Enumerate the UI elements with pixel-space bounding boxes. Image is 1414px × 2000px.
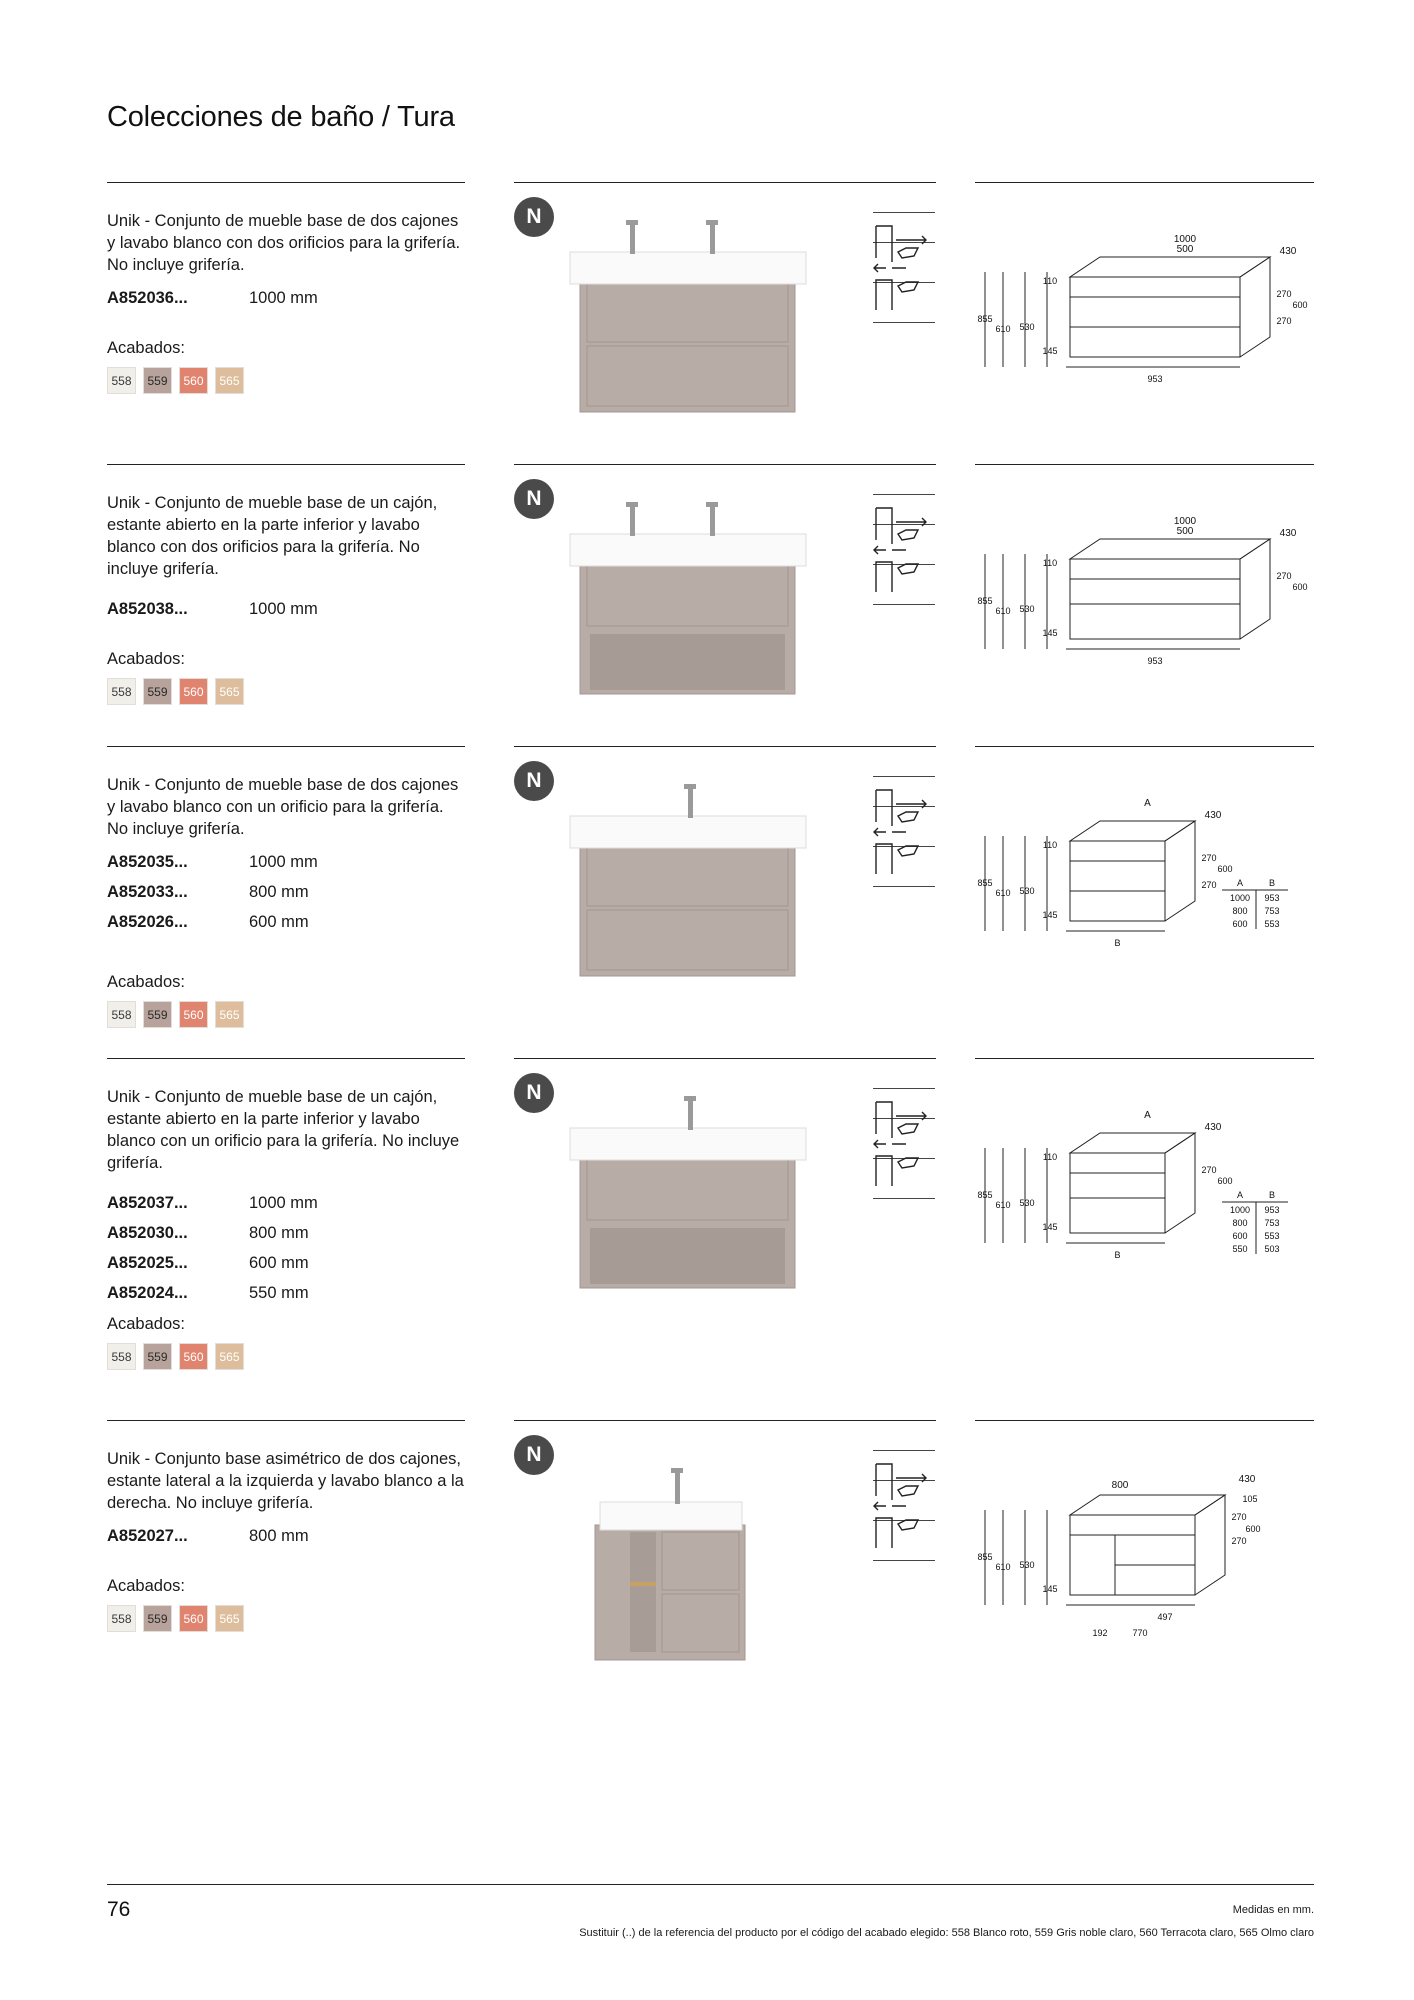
product-photo: [540, 1058, 870, 1308]
product-description: Unik - Conjunto de mueble base de dos cajones y lavabo blanco con un orificio para la grifería. No incluye grifería.: [107, 776, 459, 838]
table-header: B: [1268, 1190, 1276, 1200]
installation-divider: [873, 1198, 935, 1199]
open-shelf: [590, 634, 785, 690]
finish-swatch-558[interactable]: 558: [107, 1343, 136, 1370]
reference-list: [107, 1521, 437, 1551]
section-rule: [107, 182, 465, 183]
arrow-shape: [896, 518, 926, 526]
reference-size: 1000 mm: [249, 600, 318, 618]
product-section: [0, 464, 1414, 724]
finishes-label: Acabados:: [107, 339, 185, 357]
dimension-label: 855: [977, 1190, 993, 1200]
finishes-label: Acabados:: [107, 1577, 185, 1595]
arrow-shape: [874, 264, 906, 272]
reference-row: [107, 847, 437, 877]
product-section: [0, 1420, 1414, 1680]
new-badge: N: [514, 1435, 554, 1475]
faucet: [630, 504, 635, 536]
reference-code: A852033...: [107, 883, 188, 901]
washbasin: [570, 534, 806, 566]
finish-swatch-559[interactable]: 559: [143, 1001, 172, 1028]
faucet: [630, 222, 635, 254]
page-number: 76: [107, 1898, 131, 1921]
finish-swatch-558[interactable]: 558: [107, 1001, 136, 1028]
reference-size: 600 mm: [249, 1254, 309, 1272]
table-cell: 553: [1264, 1231, 1280, 1241]
drawing-side: [1165, 821, 1195, 921]
reference-code: A852038...: [107, 600, 188, 618]
finish-swatch-565[interactable]: 565: [215, 678, 244, 705]
dimension-label: 500: [1176, 244, 1194, 255]
dimension-label: 430: [1279, 246, 1297, 257]
arrow-shape: [896, 1474, 926, 1482]
finishes-label: Acabados:: [107, 650, 185, 668]
installation-divider: [873, 1560, 935, 1561]
table-cell: 800: [1232, 906, 1248, 916]
footnote-text: Sustituir (..) de la referencia del producto por el código del acabado elegido: 558 Blanco roto, 559 Gris noble claro, 560 Terracota claro, 565 Olmo claro: [579, 1927, 1314, 1939]
arrow-shape: [896, 1112, 926, 1120]
section-rule: [107, 1420, 465, 1421]
finish-swatch-560[interactable]: 560: [179, 1605, 208, 1632]
reference-row: [107, 594, 437, 624]
reference-size: 1000 mm: [249, 289, 318, 307]
dimension-label: 800: [1111, 1480, 1129, 1491]
product-photo: [540, 1420, 870, 1670]
faucet-handle: [684, 1096, 696, 1101]
hand-shape: [898, 1486, 918, 1496]
dimension-label: 270: [1231, 1536, 1247, 1546]
table-cell: 753: [1264, 906, 1280, 916]
dimension-label: 855: [977, 878, 993, 888]
dimension-label: 1000: [1173, 516, 1197, 527]
reference-size: 1000 mm: [249, 853, 318, 871]
installation-divider: [873, 1088, 935, 1089]
floor-mount-icon: [870, 822, 936, 880]
table-cell: 1000: [1229, 1205, 1251, 1215]
side-shelf-opening: [630, 1532, 656, 1652]
drawing-side: [1165, 1133, 1195, 1233]
wall-bracket-shape: [876, 226, 892, 262]
dimension-label: 600: [1245, 1524, 1261, 1534]
dimension-label: 430: [1204, 810, 1222, 821]
page-title: Colecciones de baño / Tura: [107, 101, 455, 133]
hand-shape: [898, 248, 918, 258]
dimension-label: 610: [995, 324, 1011, 334]
floor-mount-icon: [870, 1496, 936, 1554]
table-cell: 553: [1264, 919, 1280, 929]
floor-mount-icon: [870, 258, 936, 316]
washbasin: [570, 816, 806, 848]
wall-bracket-shape: [876, 508, 892, 544]
dimension-label: 610: [995, 1200, 1011, 1210]
reference-size: 600 mm: [249, 913, 309, 931]
drawing-cabinet: [1070, 1173, 1165, 1233]
dimension-label: 145: [1042, 1222, 1058, 1232]
drawing-basin-top: [1070, 821, 1195, 841]
installation-divider: [873, 1450, 935, 1451]
table-header: B: [1268, 878, 1276, 888]
dimension-label: 770: [1132, 1628, 1148, 1638]
hand-shape: [898, 282, 918, 292]
product-description: Unik - Conjunto de mueble base de un cajón, estante abierto en la parte inferior y lavabo blanco con un orificio para la grifería. No incluye grifería.: [107, 1088, 460, 1172]
dimension-label: 145: [1042, 1584, 1058, 1594]
finish-swatches: [107, 367, 244, 394]
arrow-shape: [874, 828, 906, 836]
faucet-handle: [706, 502, 718, 507]
dimension-label: 600: [1217, 1176, 1233, 1186]
reference-size: 1000 mm: [249, 1194, 318, 1212]
floor-mount-icon: [870, 1134, 936, 1192]
dimension-label: 530: [1019, 1198, 1035, 1208]
new-badge: N: [514, 197, 554, 237]
dimension-label: 270: [1201, 853, 1217, 863]
technical-drawing: [975, 766, 1315, 1006]
reference-row: [107, 1248, 437, 1278]
finish-swatch-558[interactable]: 558: [107, 367, 136, 394]
dimension-label: 530: [1019, 886, 1035, 896]
reference-row: [107, 1278, 437, 1308]
dimension-label: B: [1114, 938, 1121, 948]
section-rule: [107, 746, 465, 747]
reference-row: [107, 1188, 437, 1218]
cabinet-body: [580, 841, 795, 976]
finish-swatch-559[interactable]: 559: [143, 1605, 172, 1632]
table-header: A: [1236, 1190, 1244, 1200]
dimension-label: A: [1144, 798, 1151, 809]
product-photo: [540, 182, 870, 432]
reference-size: 800 mm: [249, 883, 309, 901]
reference-code: A852027...: [107, 1527, 188, 1545]
faucet: [710, 222, 715, 254]
finish-swatch-558[interactable]: 558: [107, 678, 136, 705]
drawing-basin-top: [1070, 1133, 1195, 1153]
installation-divider: [873, 212, 935, 213]
hand-shape: [898, 1158, 918, 1168]
drawing-basin-front: [1070, 1515, 1195, 1535]
drawing-cabinet: [1070, 579, 1240, 639]
finish-swatch-565[interactable]: 565: [215, 367, 244, 394]
product-description: Unik - Conjunto de mueble base de un cajón, estante abierto en la parte inferior y lavabo blanco con dos orificios para la grifería. No incluye grifería.: [107, 494, 438, 578]
faucet: [675, 1470, 680, 1504]
section-rule: [975, 182, 1314, 183]
product-section: [0, 182, 1414, 442]
dimension-label: 600: [1292, 300, 1308, 310]
product-description: Unik - Conjunto de mueble base de dos cajones y lavabo blanco con dos orificios para la grifería. No incluye grifería.: [107, 212, 461, 274]
technical-drawing: [975, 202, 1315, 442]
arrow-shape: [874, 1502, 906, 1510]
finish-swatches: [107, 1001, 244, 1028]
dimension-label: 430: [1238, 1474, 1256, 1485]
dimension-label: 500: [1176, 526, 1194, 537]
footnote-units: Medidas en mm.: [1232, 1904, 1314, 1916]
drawing-basin-front: [1070, 841, 1165, 861]
installation-divider: [873, 776, 935, 777]
dimension-label: 105: [1242, 1494, 1258, 1504]
dimension-label: 110: [1042, 1152, 1058, 1162]
dimension-label: 610: [995, 606, 1011, 616]
hand-shape: [898, 530, 918, 540]
table-cell: 1000: [1229, 893, 1251, 903]
floor-frame-shape: [876, 562, 892, 592]
dimension-label: 530: [1019, 322, 1035, 332]
table-cell: 753: [1264, 1218, 1280, 1228]
dimension-label: 110: [1042, 276, 1058, 286]
finish-swatch-558[interactable]: 558: [107, 1605, 136, 1632]
drawing-basin-top: [1070, 539, 1270, 559]
dimension-label: 270: [1276, 316, 1292, 326]
reference-row: [107, 907, 437, 937]
reference-list: [107, 1188, 437, 1308]
dimension-label: 270: [1276, 571, 1292, 581]
hand-shape: [898, 1520, 918, 1530]
installation-divider: [873, 886, 935, 887]
dimension-label: 953: [1147, 656, 1163, 666]
installation-divider: [873, 322, 935, 323]
reference-list: [107, 594, 437, 624]
reference-code: A852026...: [107, 913, 188, 931]
reference-row: [107, 1521, 437, 1551]
arrow-shape: [874, 546, 906, 554]
dimension-label: 145: [1042, 346, 1058, 356]
finish-swatch-559[interactable]: 559: [143, 367, 172, 394]
dimension-label: 855: [977, 1552, 993, 1562]
reference-code: A852036...: [107, 289, 188, 307]
floor-frame-shape: [876, 1518, 892, 1548]
dimension-label: 430: [1204, 1122, 1222, 1133]
faucet-handle: [684, 784, 696, 789]
washbasin: [570, 252, 806, 284]
floor-frame-shape: [876, 1156, 892, 1186]
product-description: Unik - Conjunto base asimétrico de dos cajones, estante lateral a la izquierda y lavabo blanco a la derecha. No incluye grifería.: [107, 1450, 464, 1512]
hand-shape: [898, 812, 918, 822]
drawing-basin-front: [1070, 559, 1240, 579]
reference-code: A852025...: [107, 1254, 188, 1272]
reference-row: [107, 1218, 437, 1248]
dimension-label: 855: [977, 596, 993, 606]
hand-shape: [898, 1124, 918, 1134]
reference-code: A852035...: [107, 853, 188, 871]
table-cell: 600: [1232, 1231, 1248, 1241]
wall-bracket-shape: [876, 1464, 892, 1500]
drawing-basin-front: [1070, 1153, 1165, 1173]
dimension-label: 953: [1147, 374, 1163, 384]
washbasin: [570, 1128, 806, 1160]
technical-drawing: [975, 484, 1315, 724]
finish-swatch-559[interactable]: 559: [143, 678, 172, 705]
installation-divider: [873, 494, 935, 495]
hand-shape: [898, 846, 918, 856]
reference-list: [107, 847, 437, 937]
new-badge: N: [514, 761, 554, 801]
product-section: [0, 746, 1414, 1022]
dimension-label: B: [1114, 1250, 1121, 1260]
dimension-label: 530: [1019, 604, 1035, 614]
finish-swatches: [107, 678, 244, 705]
reference-size: 800 mm: [249, 1527, 309, 1545]
floor-frame-shape: [876, 280, 892, 310]
installation-divider: [873, 604, 935, 605]
faucet-handle: [671, 1468, 683, 1473]
finish-swatch-565[interactable]: 565: [215, 1605, 244, 1632]
dimension-label: 530: [1019, 1560, 1035, 1570]
reference-code: A852024...: [107, 1284, 188, 1302]
faucet: [688, 786, 693, 818]
product-photo: [540, 746, 870, 996]
finish-swatch-565[interactable]: 565: [215, 1343, 244, 1370]
dimension-label: 610: [995, 888, 1011, 898]
technical-drawing: [975, 1440, 1315, 1680]
table-cell: 600: [1232, 919, 1248, 929]
finishes-label: Acabados:: [107, 1315, 185, 1333]
finish-swatches: [107, 1343, 244, 1370]
drawing-basin-top: [1070, 257, 1270, 277]
dimension-label: 430: [1279, 528, 1297, 539]
finish-swatch-559[interactable]: 559: [143, 1343, 172, 1370]
faucet-handle: [706, 220, 718, 225]
dimension-label: 270: [1231, 1512, 1247, 1522]
drawing-side: [1240, 539, 1270, 639]
section-rule: [107, 464, 465, 465]
open-shelf: [590, 1228, 785, 1284]
reference-row: [107, 877, 437, 907]
drawing-side: [1195, 1495, 1225, 1595]
table-cell: 800: [1232, 1218, 1248, 1228]
arrow-shape: [874, 1140, 906, 1148]
dimension-label: 110: [1042, 840, 1058, 850]
dimension-label: 1000: [1173, 234, 1197, 245]
dimension-label: A: [1144, 1110, 1151, 1121]
reference-row: [107, 283, 437, 313]
faucet-handle: [626, 502, 638, 507]
drawing-basin-top: [1070, 1495, 1225, 1515]
dimension-label: 600: [1217, 864, 1233, 874]
dimension-label: 270: [1201, 880, 1217, 890]
table-cell: 953: [1264, 893, 1280, 903]
reference-code: A852037...: [107, 1194, 188, 1212]
footer-rule: [107, 1884, 1314, 1885]
washbasin: [600, 1502, 742, 1530]
finish-swatch-565[interactable]: 565: [215, 1001, 244, 1028]
finish-swatch-560[interactable]: 560: [179, 1001, 208, 1028]
dimension-label: 855: [977, 314, 993, 324]
finishes-label: Acabados:: [107, 973, 185, 991]
dimension-label: 145: [1042, 910, 1058, 920]
drawing-basin-front: [1070, 277, 1240, 297]
section-rule: [975, 746, 1314, 747]
reference-size: 550 mm: [249, 1284, 309, 1302]
faucet: [710, 504, 715, 536]
finish-swatch-560[interactable]: 560: [179, 678, 208, 705]
new-badge: N: [514, 479, 554, 519]
faucet: [688, 1098, 693, 1130]
hand-shape: [898, 564, 918, 574]
wall-bracket-shape: [876, 1102, 892, 1138]
floor-mount-icon: [870, 540, 936, 598]
table-cell: 503: [1264, 1244, 1280, 1254]
wood-shelf: [630, 1582, 656, 1586]
product-photo: [540, 464, 870, 714]
table-cell: 953: [1264, 1205, 1280, 1215]
cabinet-body: [580, 277, 795, 412]
product-section: [0, 1058, 1414, 1364]
section-rule: [975, 464, 1314, 465]
finish-swatch-560[interactable]: 560: [179, 1343, 208, 1370]
arrow-shape: [896, 236, 926, 244]
reference-code: A852030...: [107, 1224, 188, 1242]
reference-size: 800 mm: [249, 1224, 309, 1242]
dimension-label: 270: [1276, 289, 1292, 299]
section-rule: [107, 1058, 465, 1059]
finish-swatch-560[interactable]: 560: [179, 367, 208, 394]
table-cell: 550: [1232, 1244, 1248, 1254]
floor-frame-shape: [876, 844, 892, 874]
dimension-label: 497: [1157, 1612, 1173, 1622]
finish-swatches: [107, 1605, 244, 1632]
wall-bracket-shape: [876, 790, 892, 826]
dimension-label: 270: [1201, 1165, 1217, 1175]
table-header: A: [1236, 878, 1244, 888]
dimension-label: 600: [1292, 582, 1308, 592]
dimension-label: 610: [995, 1562, 1011, 1572]
section-rule: [975, 1420, 1314, 1421]
arrow-shape: [896, 800, 926, 808]
dimension-label: 192: [1092, 1628, 1108, 1638]
drawing-side: [1240, 257, 1270, 357]
section-rule: [975, 1058, 1314, 1059]
technical-drawing: [975, 1078, 1315, 1318]
faucet-handle: [626, 220, 638, 225]
new-badge: N: [514, 1073, 554, 1113]
reference-list: [107, 283, 437, 313]
dimension-label: 145: [1042, 628, 1058, 638]
cabinet-body: [595, 1525, 745, 1660]
dimension-label: 110: [1042, 558, 1058, 568]
